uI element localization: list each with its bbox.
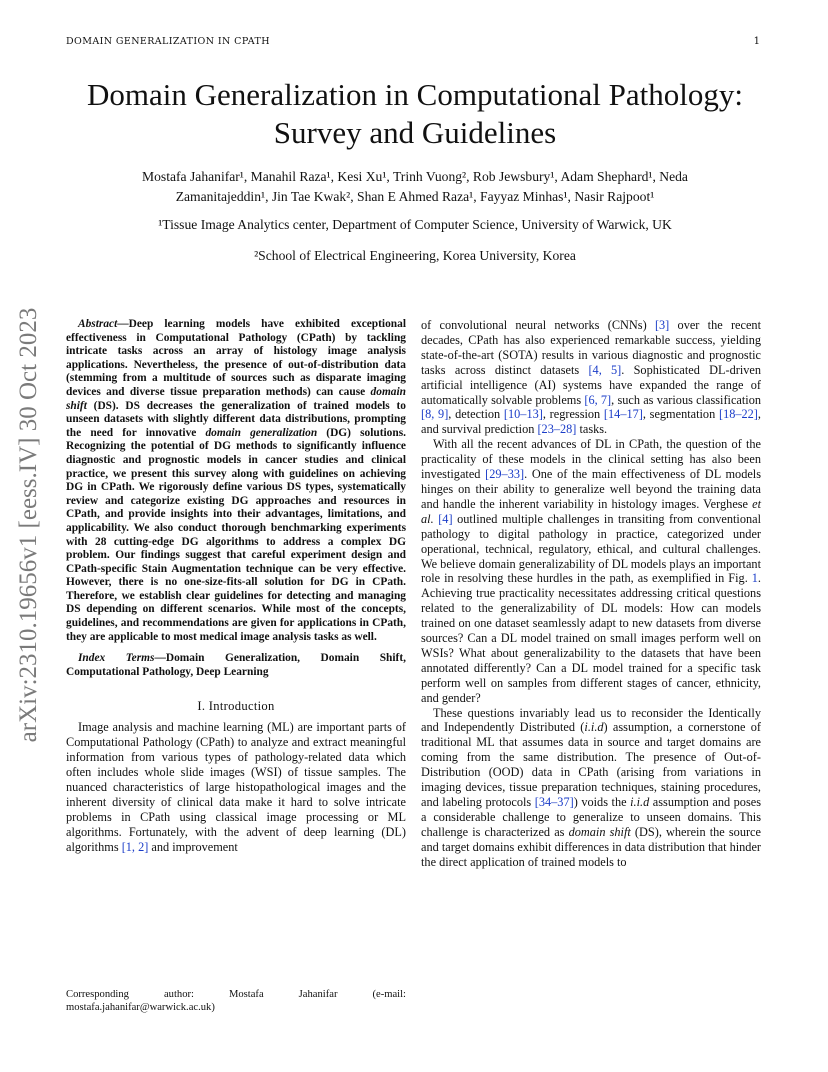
citation-link[interactable]: [3] xyxy=(654,318,670,332)
paper-title: Domain Generalization in Computational Pathology: Survey and Guidelines xyxy=(86,77,744,150)
body-paragraph: These questions invariably lead us to reconsider the Identically and Independently Distributed (i.i.d) assumption, a cornerstone of traditional ML that assumes data in source and target domains are coming from the same distribution. The presence of Out-of-Distribution (OOD) data in CPath (arising from variations in imaging devices, tissue preparation techniques, staining procedures, and labeling protocols [34–37]) voids the i.i.d assumption and poses a considerable challenge to generalize to unseen domains. This challenge is characterized as domain shift (DS), wherein the source and target domains exhibit differences in data distribution that hinder the direct application of trained models to xyxy=(421,705,762,869)
left-column xyxy=(66,318,406,855)
citation-link[interactable]: [23–28] xyxy=(537,422,577,437)
page-number: 1 xyxy=(753,36,760,47)
citation-link[interactable]: [18–22] xyxy=(718,407,758,422)
citation-link[interactable]: [4, 5] xyxy=(588,362,622,377)
body-paragraph: With all the recent advances of DL in CPath, the question of the practicality of these models in the clinical setting has also been investigated [29–33]. One of the main effectiveness of DL models hinges on their ability to generalize well beyond the training data and handle the inherent variability in histology images. Verghese et al. [4] outlined multiple challenges in transiting from conventional pathology to digital pathology in practice, categorized under operational, technical, regulatory, ethical, and cultural challenges. We believe domain generalizability of DL models plays an important role in resolving these hurdles in the path, as exemplified in Fig. 1. Achieving true practicality necessitates addressing critical questions related to the generalizability of DL models: How can models trained on one dataset seamlessly adapt to new datasets from diverse sources? Can a DL model trained on small images perform well on WSIs? What about generalizability to the datasets that have been annotated differently? Can a DL model trained for a specific task perform well on samples from different stages of cancer, ethnicity, and gender? xyxy=(421,437,762,705)
citation-link[interactable]: [34–37] xyxy=(534,795,574,809)
arxiv-stamp: arXiv:2310.19656v1 [eess.IV] 30 Oct 2023 xyxy=(15,307,42,743)
index-terms: Index Terms—Domain Generalization, Domain Shift, Computational Pathology, Deep Learning xyxy=(66,652,406,678)
intro-paragraph: Image analysis and machine learning (ML) are important parts of Computational Pathology (CPath) to analyze and extract meaningful information from various types of pathology-related data which often includes whole slide images (WSI) of tissue samples. The nuanced characteristics of large histopathological images and the inherent diversity of clinical data make it hard to solve intricate problems in CPath using classical image processing or ML algorithms. Fortunately, with the advent of deep learning (DL) algorithms [1, 2] and improvement xyxy=(66,720,406,854)
citation-link[interactable]: [8, 9] xyxy=(421,407,449,422)
citation-link[interactable]: [4] xyxy=(438,511,453,526)
citation-link[interactable]: [29–33] xyxy=(485,467,525,482)
citation-link[interactable]: [6, 7] xyxy=(584,392,612,407)
abstract: Abstract—Deep learning models have exhibited exceptional effectiveness in Computational Pathology (CPath) by tackling intricate tasks across an array of histology image analysis applications. Nevertheless, the presence of out-of-distribution data (stemming from a multitude of sources such as disparate imaging devices and diverse tissue preparation methods) can cause domain shift (DS). DS decreases the generalization of trained models to unseen datasets with slightly different data distributions, prompting the need for innovative domain generalization (DG) solutions. Recognizing the potential of DG methods to significantly influence diagnostic and prognostic models in cancer studies and clinical practice, we present this survey along with guidelines on achieving DG in CPath. We rigorously define various DS types, systematically review and categorize existing DG approaches and resources in CPath, and provide insights into their advantages, limitations, and applicability. We also conduct thorough benchmarking experiments with 28 cutting-edge DG algorithms to address a complex DG problem. Our findings suggest that careful experiment design and CPath-specific Stain Augmentation technique can be very effective. However, there is no one-size-fits-all solution for DG in CPath. Therefore, we establish clear guidelines for detecting and managing DS depending on different scenarios. While most of the concepts, guidelines, and recommendations are given for applications in CPath, they are applicable to most medical image analysis tasks as well. xyxy=(66,318,406,643)
section-heading-introduction: I. Introduction xyxy=(197,699,275,714)
affiliation-2: ²School of Electrical Engineering, Korea University, Korea xyxy=(254,248,576,263)
affiliation-1: ¹Tissue Image Analytics center, Department of Computer Science, University of Warwick, UK xyxy=(158,217,672,232)
citation-link[interactable]: [10–13] xyxy=(503,407,543,422)
author-list: Mostafa Jahanifar¹, Manahil Raza¹, Kesi Xu¹, Trinh Vuong², Rob Jewsbury¹, Adam Shephard¹, Neda Zamanitajeddin¹, Jin Tae Kwak², Shan E Ahmed Raza¹, Fayyaz Minhas¹, Nasir Rajpoot¹ xyxy=(142,169,688,204)
figure-link[interactable]: 1 xyxy=(751,571,758,586)
body-paragraph: of convolutional neural networks (CNNs) [3] over the recent decades, CPath has also experienced remarkable success, yielding state-of-the-art (SOTA) results in various diagnostic and prognostic tasks across distinct datasets [4, 5]. Sophisticated DL-driven artificial intelligence (AI) systems have expanded the range of automatically solvable problems [6, 7], such as various classification [8, 9], detection [10–13], regression [14–17], segmentation [18–22], and survival prediction [23–28] tasks. xyxy=(421,318,761,437)
corresponding-author-footnote: Corresponding author: Mostafa Jahanifar (e-mail: mostafa.jahanifar@warwick.ac.uk) xyxy=(66,989,406,1013)
running-title: DOMAIN GENERALIZATION IN CPATH xyxy=(66,36,270,47)
citation-link[interactable]: [1, 2] xyxy=(121,839,149,854)
right-column xyxy=(421,318,761,870)
citation-link[interactable]: [14–17] xyxy=(603,407,643,422)
